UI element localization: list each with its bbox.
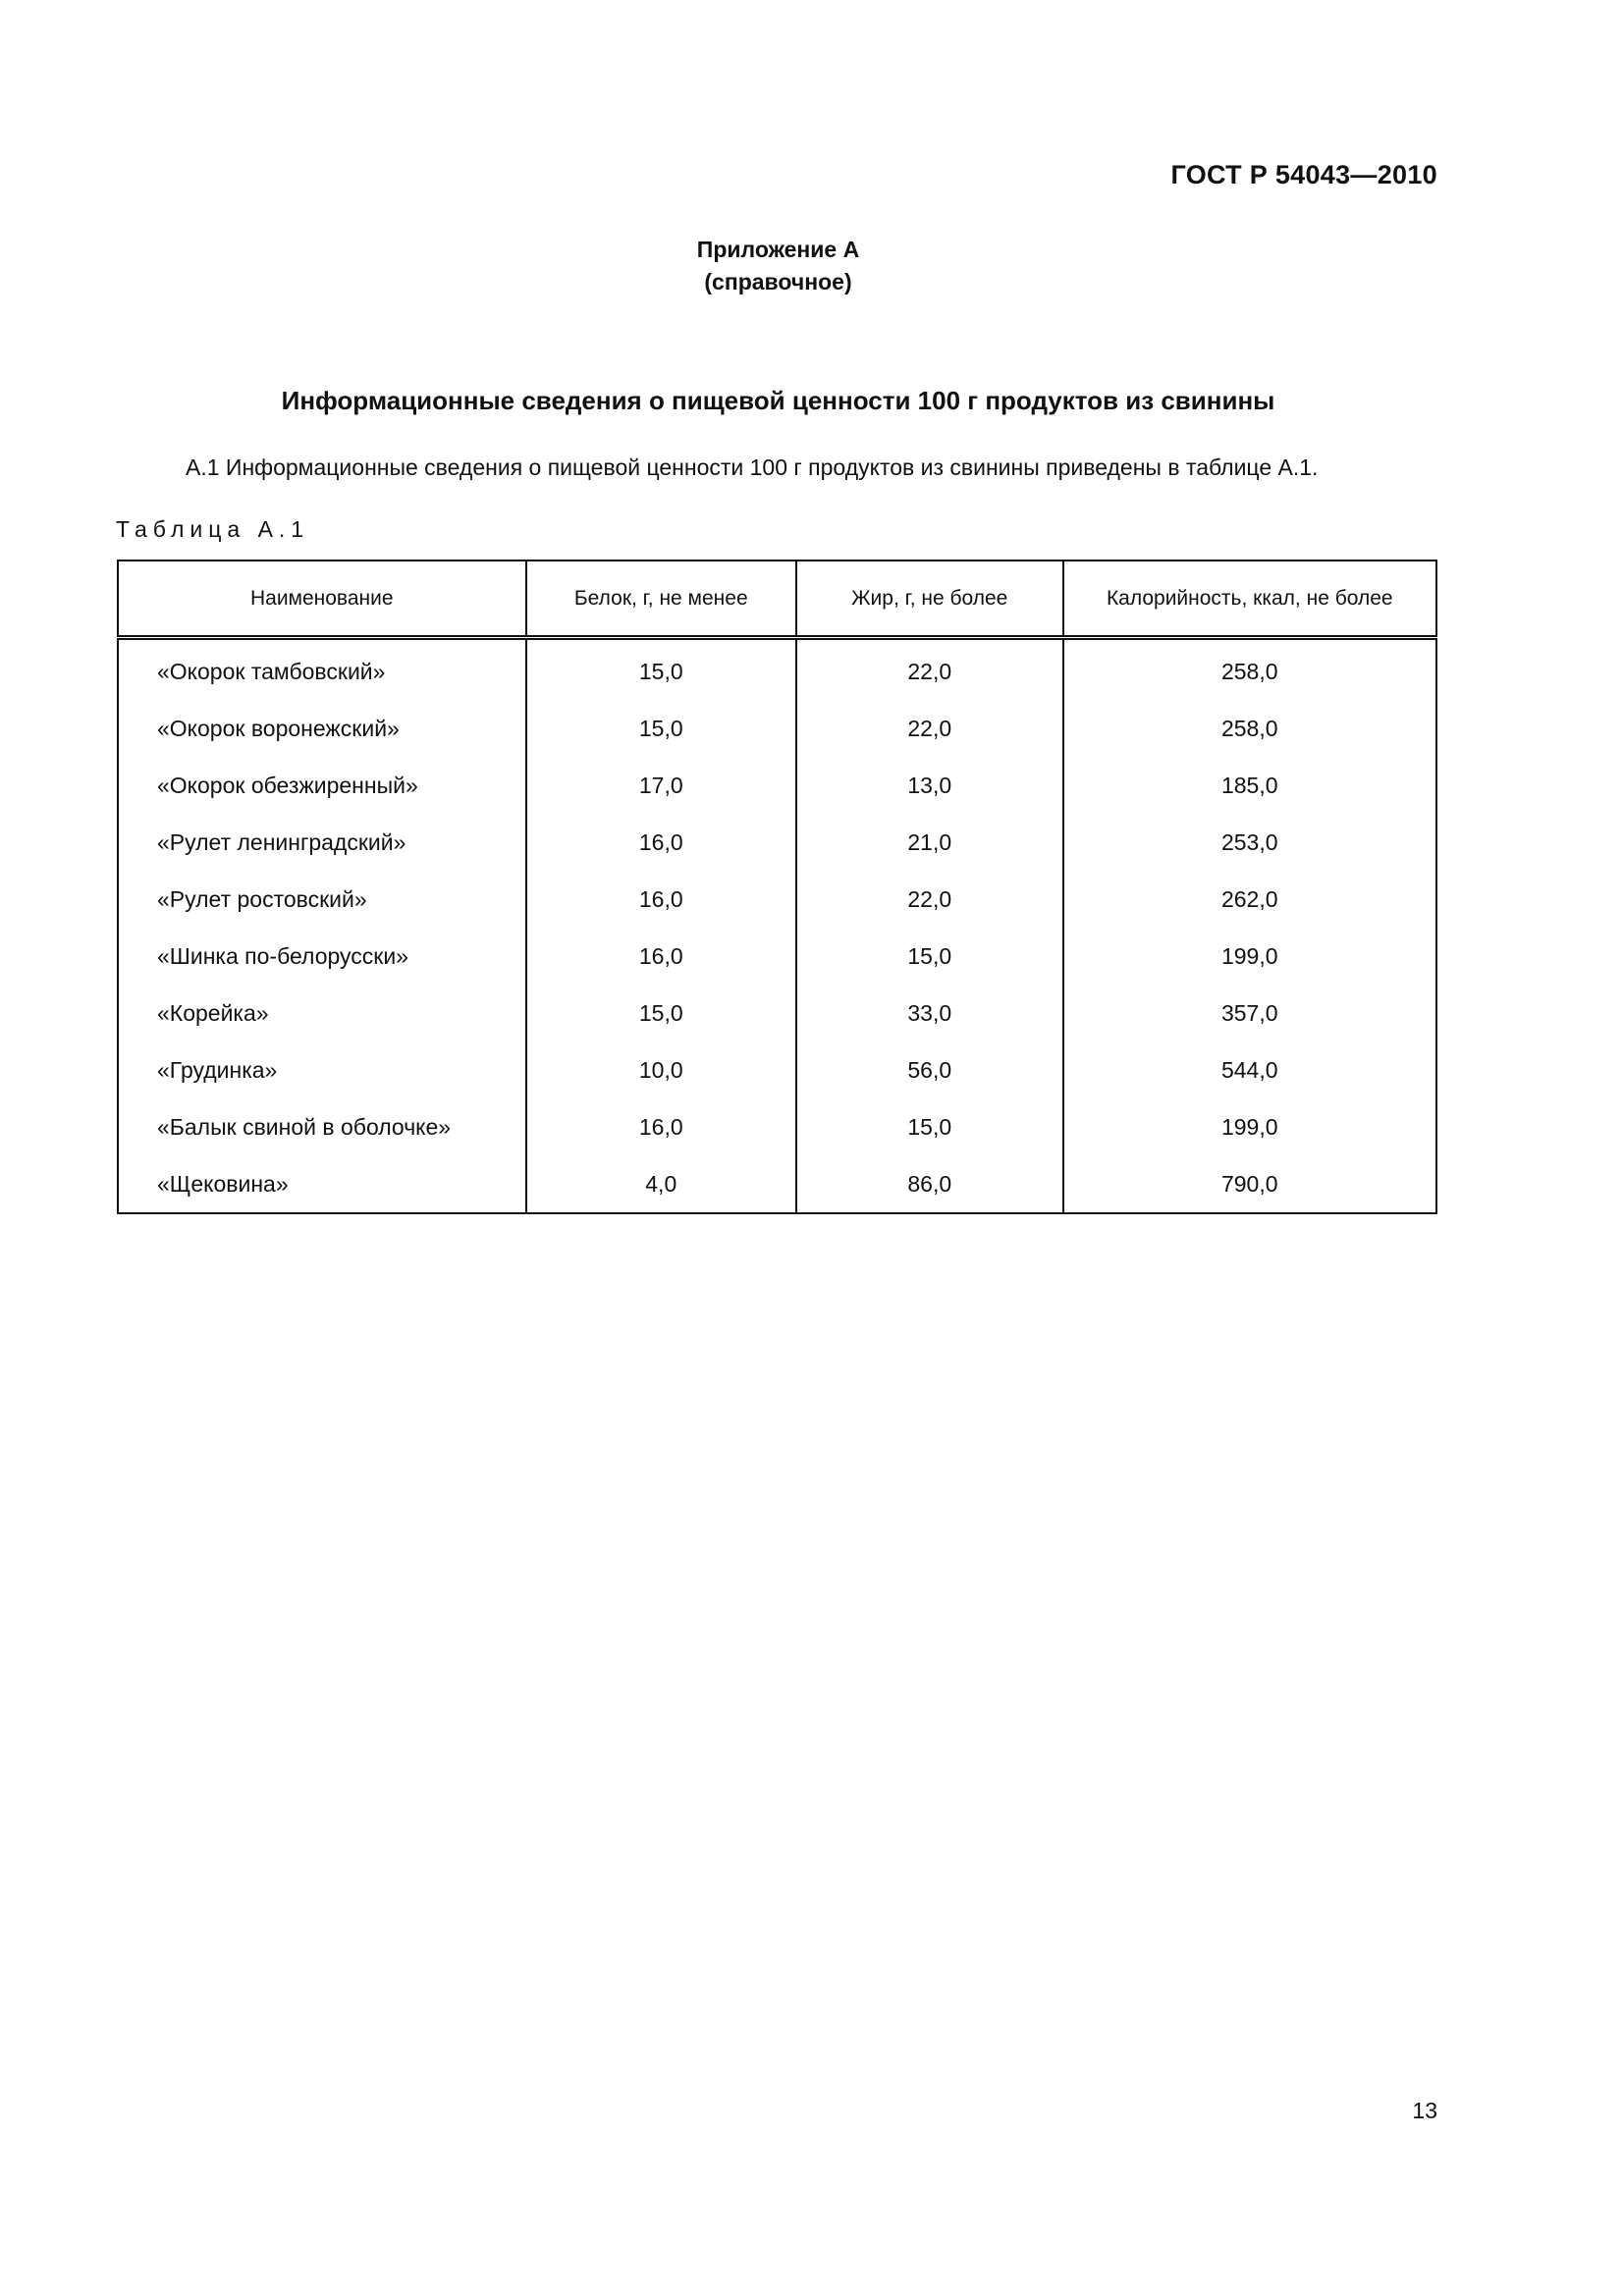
cell-calories: 258,0 <box>1063 638 1436 701</box>
cell-protein: 15,0 <box>526 700 797 757</box>
cell-protein: 16,0 <box>526 871 797 928</box>
cell-protein: 16,0 <box>526 928 797 985</box>
cell-product-name: «Корейка» <box>118 985 526 1041</box>
cell-calories: 185,0 <box>1063 757 1436 814</box>
column-header-protein: Белок, г, не менее <box>526 561 797 638</box>
cell-protein: 16,0 <box>526 814 797 871</box>
cell-calories: 253,0 <box>1063 814 1436 871</box>
cell-fat: 22,0 <box>796 700 1063 757</box>
cell-fat: 22,0 <box>796 871 1063 928</box>
intro-paragraph: А.1 Информационные сведения о пищевой ценности 100 г продуктов из свинины приведены в таблице А.1. <box>186 454 1319 480</box>
cell-calories: 199,0 <box>1063 928 1436 985</box>
cell-protein: 17,0 <box>526 757 797 814</box>
section-heading: Информационные сведения о пищевой ценности 100 г продуктов из свинины <box>281 386 1275 415</box>
table-row <box>118 757 1436 814</box>
cell-calories: 357,0 <box>1063 985 1436 1041</box>
cell-fat: 56,0 <box>796 1041 1063 1098</box>
cell-calories: 258,0 <box>1063 700 1436 757</box>
appendix-title: Приложение А <box>696 237 860 262</box>
cell-fat: 22,0 <box>796 638 1063 701</box>
appendix-header <box>0 234 1556 298</box>
cell-fat: 13,0 <box>796 757 1063 814</box>
cell-calories: 262,0 <box>1063 871 1436 928</box>
cell-fat: 86,0 <box>796 1155 1063 1213</box>
cell-protein: 4,0 <box>526 1155 797 1213</box>
cell-fat: 15,0 <box>796 928 1063 985</box>
cell-product-name: «Грудинка» <box>118 1041 526 1098</box>
appendix-note: (справочное) <box>704 269 852 294</box>
column-header-fat: Жир, г, не более <box>796 561 1063 638</box>
table-row <box>118 814 1436 871</box>
table-caption: Таблица А.1 <box>116 516 310 542</box>
table-row <box>118 1041 1436 1098</box>
cell-protein: 15,0 <box>526 985 797 1041</box>
table-row <box>118 928 1436 985</box>
table-row <box>118 700 1436 757</box>
cell-product-name: «Шинка по-белорусски» <box>118 928 526 985</box>
cell-product-name: «Балык свиной в оболочке» <box>118 1098 526 1155</box>
table-row <box>118 1098 1436 1155</box>
table-row <box>118 871 1436 928</box>
cell-protein: 16,0 <box>526 1098 797 1155</box>
page-number: 13 <box>1412 2098 1437 2123</box>
cell-fat: 33,0 <box>796 985 1063 1041</box>
cell-protein: 10,0 <box>526 1041 797 1098</box>
table-row <box>118 1155 1436 1213</box>
column-header-name: Наименование <box>118 561 526 638</box>
table-header-row <box>118 561 1436 638</box>
cell-product-name: «Рулет ростовский» <box>118 871 526 928</box>
cell-product-name: «Рулет ленинградский» <box>118 814 526 871</box>
cell-fat: 21,0 <box>796 814 1063 871</box>
standard-code: ГОСТ Р 54043—2010 <box>1170 160 1437 189</box>
column-header-calories: Калорийность, ккал, не более <box>1063 561 1436 638</box>
table-row <box>118 985 1436 1041</box>
cell-calories: 790,0 <box>1063 1155 1436 1213</box>
cell-product-name: «Окорок воронежский» <box>118 700 526 757</box>
cell-protein: 15,0 <box>526 638 797 701</box>
cell-calories: 544,0 <box>1063 1041 1436 1098</box>
table-row <box>118 638 1436 701</box>
cell-product-name: «Щековина» <box>118 1155 526 1213</box>
nutrition-table <box>117 560 1437 1214</box>
cell-product-name: «Окорок обезжиренный» <box>118 757 526 814</box>
cell-calories: 199,0 <box>1063 1098 1436 1155</box>
cell-fat: 15,0 <box>796 1098 1063 1155</box>
cell-product-name: «Окорок тамбовский» <box>118 638 526 701</box>
